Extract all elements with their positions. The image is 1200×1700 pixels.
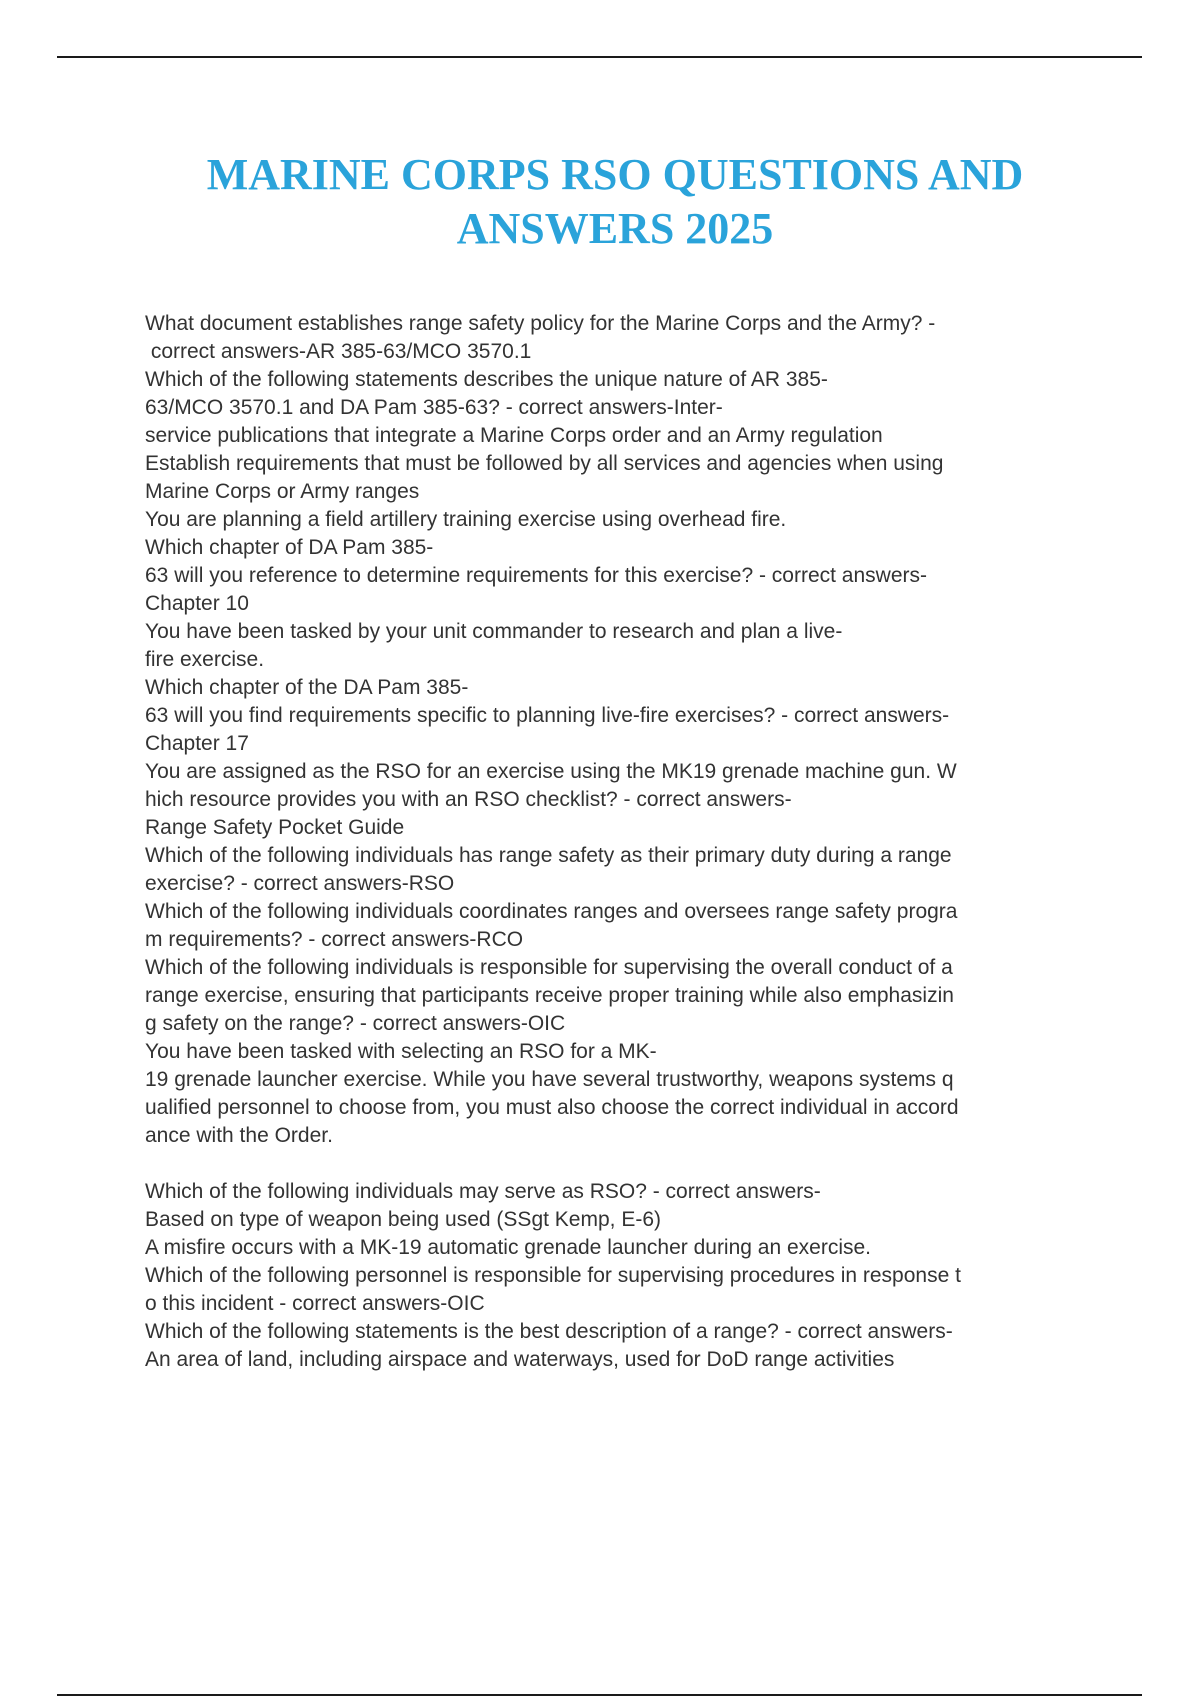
body-line: You are planning a field artillery training exercise using overhead fire. (145, 508, 787, 531)
top-rule (57, 56, 1142, 58)
body-line: Which chapter of DA Pam 385- (145, 536, 434, 559)
body-line: Which of the following individuals has range safety as their primary duty during a range (145, 844, 952, 867)
body-line: 19 grenade launcher exercise. While you have several trustworthy, weapons systems q (145, 1068, 954, 1091)
body-line: Which of the following personnel is responsible for supervising procedures in response t (145, 1264, 961, 1287)
body-line: Range Safety Pocket Guide (145, 816, 405, 839)
body-line: Chapter 10 (145, 592, 249, 615)
bottom-rule (57, 1694, 1142, 1696)
body-line: 63 will you find requirements specific to planning live-fire exercises? - correct answers- (145, 704, 950, 727)
body-line: What document establishes range safety policy for the Marine Corps and the Army? - (145, 312, 936, 335)
body-line: range exercise, ensuring that participants receive proper training while also emphasizin (145, 984, 954, 1007)
body-line: o this incident - correct answers-OIC (145, 1292, 485, 1315)
title-line-2: ANSWERS 2025 (456, 204, 774, 253)
body-line: 63/MCO 3570.1 and DA Pam 385-63? - correct answers-Inter- (145, 396, 723, 419)
body-line: Which of the following individuals is responsible for supervising the overall conduct of a (145, 956, 953, 979)
body-line: g safety on the range? - correct answers-OIC (145, 1012, 566, 1035)
body-line: An area of land, including airspace and waterways, used for DoD range activities (145, 1348, 895, 1371)
body-line: ance with the Order. (145, 1124, 333, 1147)
body-line: You have been tasked with selecting an RSO for a MK- (145, 1040, 657, 1063)
body-line: Based on type of weapon being used (SSgt Kemp, E-6) (145, 1208, 661, 1231)
document-body (145, 310, 1155, 1374)
body-line: Which of the following individuals coordinates ranges and oversees range safety progra (145, 900, 958, 923)
body-line: Which chapter of the DA Pam 385- (145, 676, 469, 699)
body-line: hich resource provides you with an RSO checklist? - correct answers- (145, 788, 792, 811)
body-line-blank (145, 1150, 1155, 1178)
body-line: Chapter 17 (145, 732, 249, 755)
body-line: Which of the following statements is the best description of a range? - correct answers- (145, 1320, 953, 1343)
title-line-1: MARINE CORPS RSO QUESTIONS AND (206, 150, 1024, 199)
body-line: Which of the following individuals may serve as RSO? - correct answers- (145, 1180, 821, 1203)
body-line: m requirements? - correct answers-RCO (145, 928, 524, 951)
body-line: exercise? - correct answers-RSO (145, 872, 455, 895)
document-title (0, 148, 1200, 256)
body-line: Which of the following statements describes the unique nature of AR 385- (145, 368, 828, 391)
body-line: service publications that integrate a Marine Corps order and an Army regulation (145, 424, 883, 447)
body-line: A misfire occurs with a MK-19 automatic grenade launcher during an exercise. (145, 1236, 872, 1259)
body-line: Establish requirements that must be followed by all services and agencies when using (145, 452, 944, 475)
body-line: fire exercise. (145, 648, 265, 671)
body-line: You have been tasked by your unit commander to research and plan a live- (145, 620, 843, 643)
body-line: 63 will you reference to determine requirements for this exercise? - correct answers- (145, 564, 927, 587)
body-line: correct answers-AR 385-63/MCO 3570.1 (145, 340, 532, 363)
body-line: ualified personnel to choose from, you must also choose the correct individual in accord (145, 1096, 959, 1119)
body-line: You are assigned as the RSO for an exercise using the MK19 grenade machine gun. W (145, 760, 957, 783)
body-line: Marine Corps or Army ranges (145, 480, 420, 503)
